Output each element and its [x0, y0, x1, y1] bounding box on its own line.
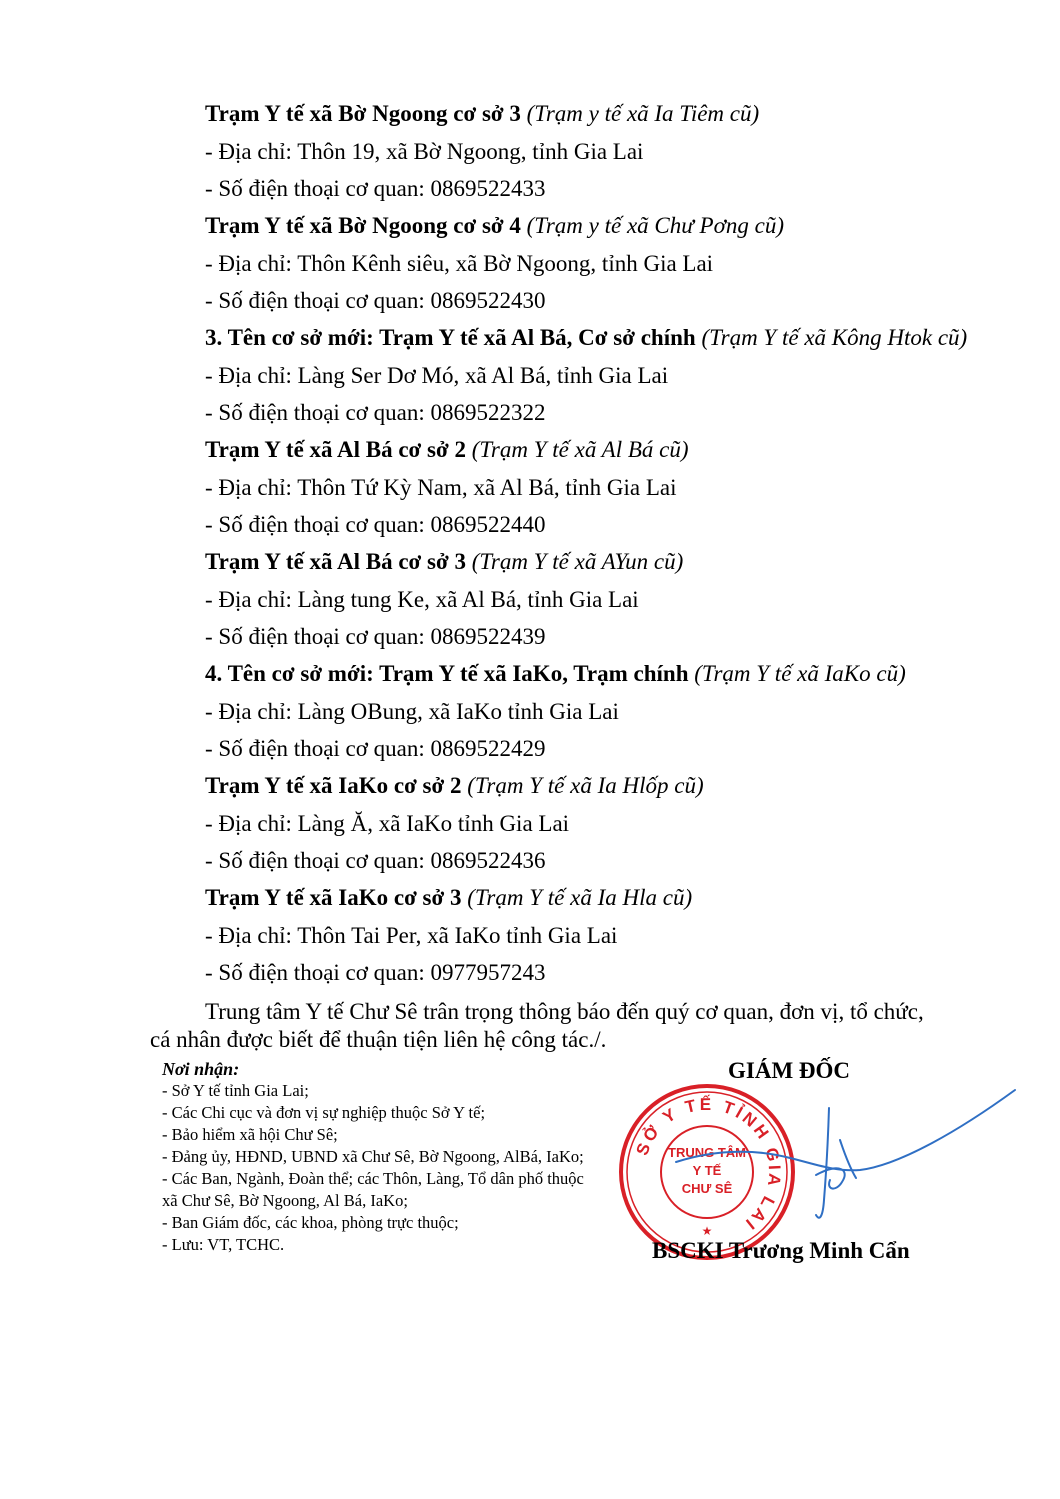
- entry-address: - Địa chỉ: Thôn Tứ Kỳ Nam, xã Al Bá, tỉnh Gia Lai: [205, 475, 677, 500]
- entry-phone: - Số điện thoại cơ quan: 0977957243: [205, 960, 546, 985]
- entry-address: - Địa chỉ: Thôn Tai Per, xã IaKo tỉnh Gia Lai: [205, 923, 618, 948]
- recipient-item: - Bảo hiểm xã hội Chư Sê;: [162, 1125, 338, 1144]
- entry-address: - Địa chỉ: Làng Ă, xã IaKo tỉnh Gia Lai: [205, 811, 570, 836]
- recipients-block: [162, 1058, 592, 1256]
- entry-heading: Trạm Y tế xã IaKo cơ sở 2 (Trạm Y tế xã Ia Hlốp cũ): [205, 773, 704, 798]
- entry-phone: - Số điện thoại cơ quan: 0869522436: [205, 848, 546, 873]
- recipient-item: - Đảng ủy, HĐND, UBND xã Chư Sê, Bờ Ngoong, AlBá, IaKo;: [162, 1147, 584, 1166]
- seal-ring-text: SỞ Y TẾ TỈNH GIA LAI: [632, 1094, 785, 1235]
- official-seal: [618, 1083, 796, 1261]
- recipients-title: Nơi nhận:: [162, 1059, 240, 1079]
- entry-phone: - Số điện thoại cơ quan: 0869522322: [205, 400, 546, 425]
- recipient-item: - Ban Giám đốc, các khoa, phòng trực thuộc;: [162, 1213, 459, 1232]
- closing-paragraph: [150, 998, 1000, 1054]
- seal-star-icon: ★: [701, 1224, 713, 1238]
- seal-center-line-3: CHƯ SÊ: [681, 1181, 733, 1196]
- section-heading: 3. Tên cơ sở mới: Trạm Y tế xã Al Bá, Cơ sở chính (Trạm Y tế xã Kông Htok cũ): [205, 325, 968, 350]
- entry-heading: Trạm Y tế xã Al Bá cơ sở 2 (Trạm Y tế xã Al Bá cũ): [205, 437, 689, 462]
- entry-heading: Trạm Y tế xã Al Bá cơ sở 3 (Trạm Y tế xã AYun cũ): [205, 549, 684, 574]
- signer-name: BSCKI Trương Minh Cẩn: [652, 1238, 910, 1263]
- recipient-item: - Sở Y tế tỉnh Gia Lai;: [162, 1081, 309, 1100]
- recipient-item: - Các Chi cục và đơn vị sự nghiệp thuộc Sở Y tế;: [162, 1103, 486, 1122]
- recipient-item: - Các Ban, Ngành, Đoàn thể; các Thôn, Làng, Tổ dân phố thuộc xã Chư Sê, Bờ Ngoong, Al Bá, IaKo;: [162, 1169, 584, 1210]
- entry-address: - Địa chỉ: Thôn Kênh siêu, xã Bờ Ngoong, tỉnh Gia Lai: [205, 251, 714, 276]
- entry-heading: Trạm Y tế xã IaKo cơ sở 3 (Trạm Y tế xã Ia Hla cũ): [205, 885, 693, 910]
- section-heading: 4. Tên cơ sở mới: Trạm Y tế xã IaKo, Trạm chính (Trạm Y tế xã IaKo cũ): [205, 661, 906, 686]
- entry-address: - Địa chỉ: Thôn 19, xã Bờ Ngoong, tỉnh Gia Lai: [205, 139, 644, 164]
- entry-address: - Địa chỉ: Làng tung Ke, xã Al Bá, tỉnh Gia Lai: [205, 587, 639, 612]
- seal-center-line-1: TRUNG TÂM: [668, 1145, 746, 1160]
- closing-line-2: cá nhân được biết để thuận tiện liên hệ công tác./.: [150, 1027, 607, 1052]
- entry-phone: - Số điện thoại cơ quan: 0869522440: [205, 512, 546, 537]
- entry-phone: - Số điện thoại cơ quan: 0869522430: [205, 288, 546, 313]
- entry-phone: - Số điện thoại cơ quan: 0869522439: [205, 624, 546, 649]
- seal-center-line-2: Y TẾ: [692, 1163, 722, 1178]
- entry-heading: Trạm Y tế xã Bờ Ngoong cơ sở 4 (Trạm y tế xã Chư Pơng cũ): [205, 213, 784, 238]
- entry-phone: - Số điện thoại cơ quan: 0869522429: [205, 736, 546, 761]
- entry-address: - Địa chỉ: Làng OBung, xã IaKo tỉnh Gia Lai: [205, 699, 619, 724]
- signer-title: GIÁM ĐỐC: [728, 1058, 851, 1083]
- entry-phone: - Số điện thoại cơ quan: 0869522433: [205, 176, 546, 201]
- recipient-item: - Lưu: VT, TCHC.: [162, 1235, 285, 1254]
- closing-line-1: Trung tâm Y tế Chư Sê trân trọng thông báo đến quý cơ quan, đơn vị, tổ chức,: [205, 999, 924, 1024]
- entry-heading: Trạm Y tế xã Bờ Ngoong cơ sở 3 (Trạm y tế xã Ia Tiêm cũ): [205, 101, 760, 126]
- entry-address: - Địa chỉ: Làng Ser Dơ Mó, xã Al Bá, tỉnh Gia Lai: [205, 363, 669, 388]
